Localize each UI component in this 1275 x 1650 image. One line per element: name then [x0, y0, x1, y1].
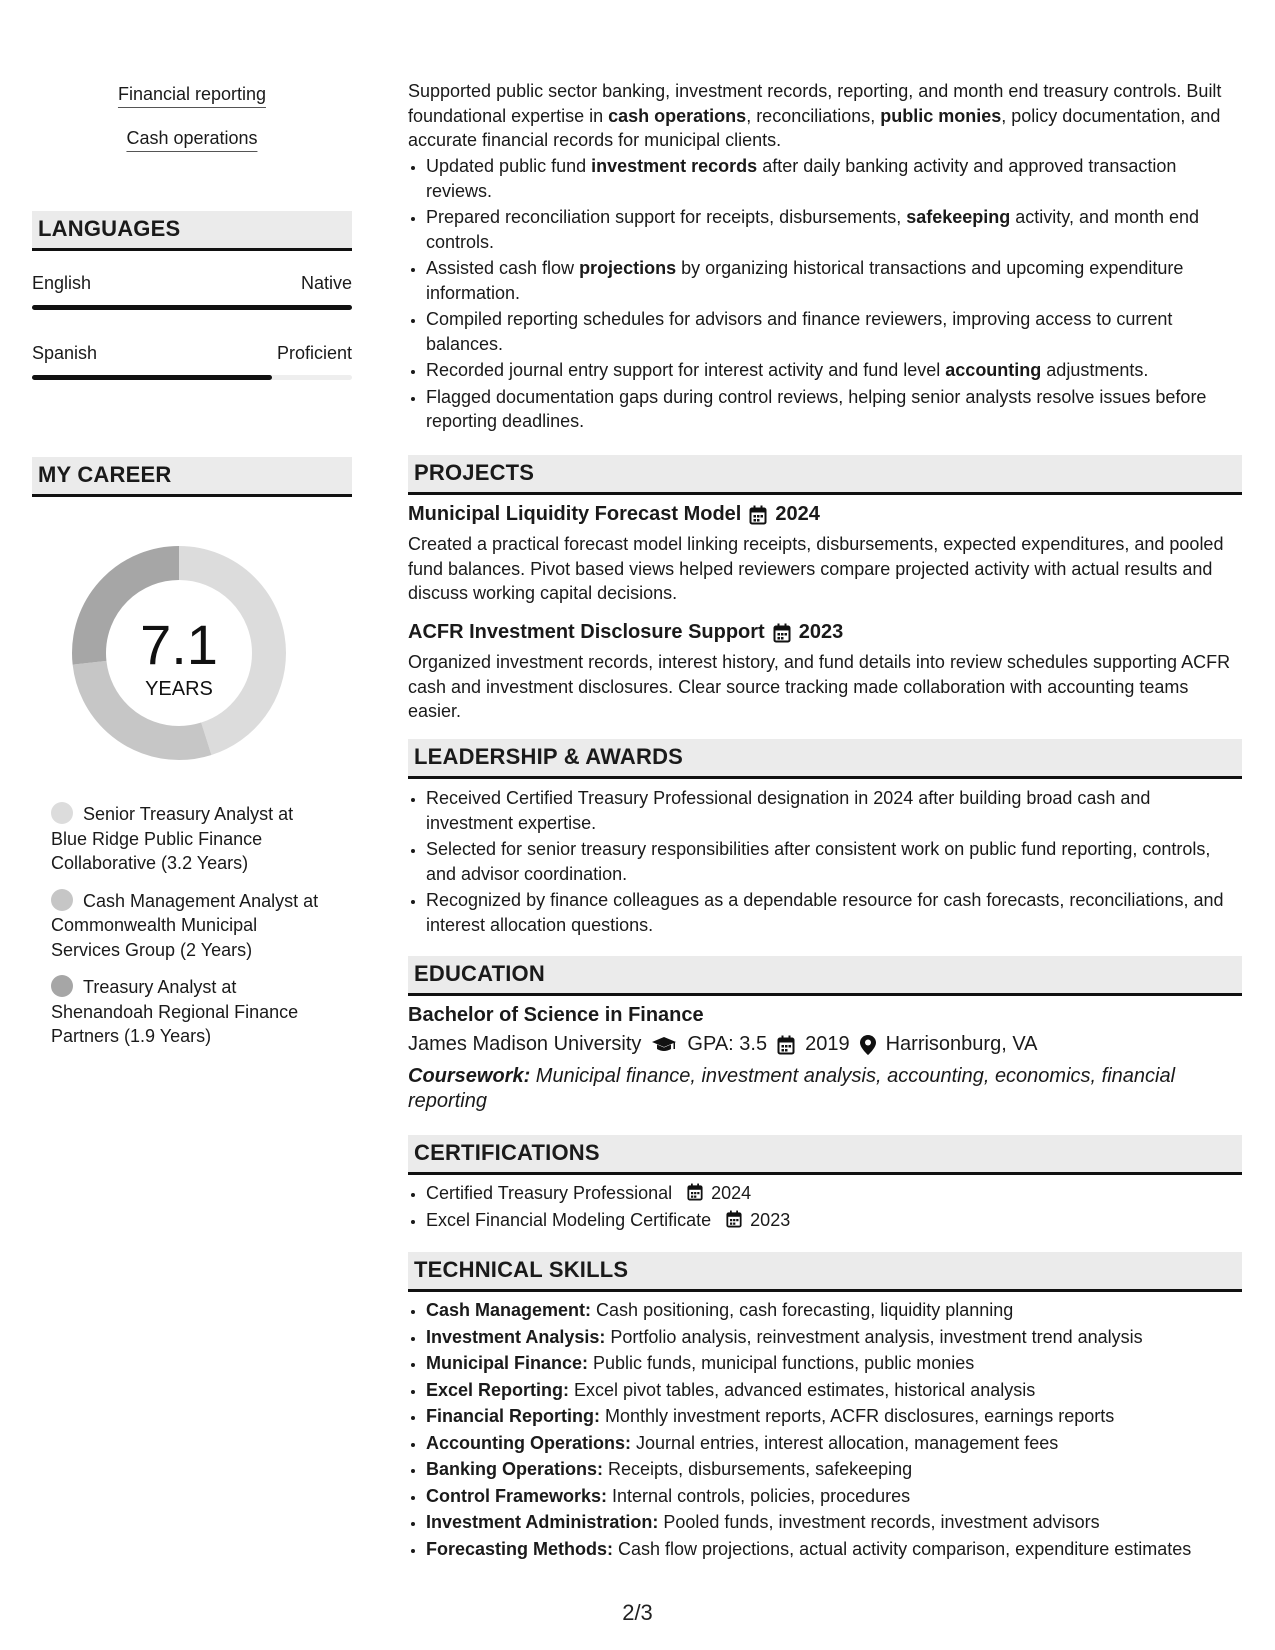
technical-skill-item: • Control Frameworks: Internal controls, policies, procedures — [426, 1484, 1260, 1509]
leadership-list — [408, 786, 1238, 939]
career-years-unit: YEARS — [145, 678, 213, 700]
project-description: Organized investment records, interest history, and fund details into review schedules supporting ACFR cash and investment disclosures. Clear source tracking made collaboration with accounting teams easier. — [408, 652, 1231, 721]
experience-bullet: • Flagged documentation gaps during control reviews, helping senior analysts resolve issues before reporting deadlines. — [426, 385, 1238, 434]
certification-year: 2023 — [750, 1209, 791, 1230]
education-heading: EDUCATION — [408, 956, 1242, 996]
language-level-bar — [32, 375, 352, 380]
career-legend-item — [51, 975, 331, 1049]
leadership-heading: LEADERSHIP & AWARDS — [408, 739, 1242, 779]
projects-heading: PROJECTS — [408, 455, 1242, 495]
experience-bullet: • Compiled reporting schedules for advisors and finance reviewers, improving access to current balances. — [426, 307, 1238, 356]
summary-text: Supported public sector banking, investment records, reporting, and month end treasury controls. Built foundational expertise in — [408, 81, 1222, 126]
technical-skill-item: • Excel Reporting: Excel pivot tables, advanced estimates, historical analysis — [426, 1378, 1260, 1403]
skill-tag: Financial reporting — [118, 84, 266, 108]
certification-name: Excel Financial Modeling Certificate — [426, 1209, 712, 1230]
project-description: Created a practical forecast model linking receipts, disbursements, expected expenditures, and pooled fund balances. Pivot based views helped reviewers compare projected activity with actual results and discuss working capital decisions. — [408, 534, 1224, 603]
career-legend-text: Cash Management Analyst at Commonwealth Municipal Services Group (2 Years) — [51, 890, 319, 960]
school-name: James Madison University — [408, 1033, 642, 1055]
leadership-item: • Selected for senior treasury responsibilities after consistent work on public fund reporting, controls, and advisor coordination. — [426, 837, 1238, 886]
coursework — [408, 1064, 1228, 1114]
skill-tag: Cash operations — [126, 128, 257, 152]
project-title — [408, 503, 820, 526]
technical-skill-item: • Forecasting Methods: Cash flow projections, actual activity comparison, expenditure estimates — [426, 1537, 1260, 1562]
career-donut-chart — [66, 540, 292, 766]
legend-dot-icon — [51, 975, 73, 997]
technical-skill-item: • Investment Administration: Pooled funds, investment records, investment advisors — [426, 1510, 1260, 1535]
leadership-item: • Received Certified Treasury Professional designation in 2024 after building broad cash and investment expertise. — [426, 786, 1238, 835]
language-level: Proficient — [276, 343, 352, 363]
technical-skill-item: • Cash Management: Cash positioning, cash forecasting, liquidity planning — [426, 1298, 1260, 1323]
certification-year: 2024 — [711, 1183, 752, 1203]
language-level-fill — [32, 305, 352, 310]
language-level: Native — [300, 273, 352, 293]
degree-title: Bachelor of Science in Finance — [408, 1004, 704, 1026]
calendar-icon — [777, 1035, 795, 1055]
experience-bullet: • Assisted cash flow projections by organizing historical transactions and upcoming expenditure information. — [426, 256, 1238, 305]
location-pin-icon — [860, 1035, 876, 1055]
career-heading: MY CAREER — [32, 457, 352, 497]
experience-bullet: • Updated public fund investment records after daily banking activity and approved transaction reviews. — [426, 154, 1238, 203]
language-name: English — [32, 273, 92, 293]
experience-bullets — [408, 154, 1238, 436]
experience-summary — [408, 79, 1242, 153]
calendar-icon — [726, 1210, 742, 1228]
technical-skill-item: • Investment Analysis: Portfolio analysis, reinvestment analysis, investment trend analysis — [426, 1325, 1260, 1350]
calendar-icon — [749, 505, 767, 525]
summary-text: , policy documentation, and accurate financial records for municipal clients. — [408, 105, 1221, 150]
school-location: Harrisonburg, VA — [885, 1033, 1038, 1055]
summary-text: , reconciliations, — [746, 105, 881, 126]
career-legend-item — [51, 889, 331, 963]
career-legend-text: Treasury Analyst at Shenandoah Regional Finance Partners (1.9 Years) — [51, 977, 299, 1046]
language-level-fill — [32, 375, 272, 380]
technical-skills-heading: TECHNICAL SKILLS — [408, 1252, 1242, 1292]
legend-dot-icon — [51, 889, 73, 911]
project-year: 2024 — [775, 503, 820, 525]
leadership-item: • Recognized by finance colleagues as a dependable resource for cash forecasts, reconciliations, and interest allocation questions. — [426, 888, 1238, 937]
project-name: ACFR Investment Disclosure Support — [408, 621, 765, 643]
experience-bullet: • Prepared reconciliation support for receipts, disbursements, safekeeping activity, and month end controls. — [426, 205, 1238, 254]
experience-bullet: • Recorded journal entry support for interest activity and fund level accounting adjustments. — [426, 358, 1238, 383]
page-number: 2/3 — [622, 1600, 653, 1625]
project-title — [408, 621, 843, 644]
career-total-years: 7.1 — [140, 613, 218, 676]
language-level-bar — [32, 305, 352, 310]
summary-keyword: public monies — [880, 105, 1002, 126]
graduation-cap-icon — [651, 1036, 677, 1054]
graduation-year: 2019 — [805, 1033, 850, 1055]
career-legend-item — [51, 802, 331, 876]
certifications-heading: CERTIFICATIONS — [408, 1135, 1242, 1175]
career-legend-text: Senior Treasury Analyst at Blue Ridge Public Finance Collaborative (3.2 Years) — [51, 804, 294, 873]
technical-skill-item: • Banking Operations: Receipts, disbursements, safekeeping — [426, 1457, 1260, 1482]
gpa: GPA: 3.5 — [687, 1033, 768, 1055]
certifications-list — [408, 1181, 1238, 1234]
technical-skill-item: • Accounting Operations: Journal entries, interest allocation, management fees — [426, 1431, 1260, 1456]
legend-dot-icon — [51, 802, 73, 824]
language-name: Spanish — [32, 343, 98, 363]
career-legend — [51, 802, 331, 1062]
certification-item — [426, 1208, 1238, 1233]
project-year: 2023 — [798, 621, 844, 643]
coursework-label: Coursework: — [408, 1065, 531, 1087]
project-name: Municipal Liquidity Forecast Model — [408, 503, 742, 525]
technical-skills-list — [408, 1298, 1260, 1563]
calendar-icon — [687, 1183, 703, 1201]
calendar-icon — [773, 623, 791, 643]
summary-keyword: cash operations — [608, 105, 747, 126]
languages-heading: LANGUAGES — [32, 211, 352, 251]
education-details — [408, 1033, 1038, 1056]
coursework-text: Municipal finance, investment analysis, accounting, economics, financial reporting — [408, 1065, 1176, 1112]
technical-skill-item: • Financial Reporting: Monthly investment reports, ACFR disclosures, earnings reports — [426, 1404, 1260, 1429]
certification-name: Certified Treasury Professional — [426, 1183, 673, 1203]
certification-item — [426, 1181, 1238, 1206]
technical-skill-item: • Municipal Finance: Public funds, municipal functions, public monies — [426, 1351, 1260, 1376]
